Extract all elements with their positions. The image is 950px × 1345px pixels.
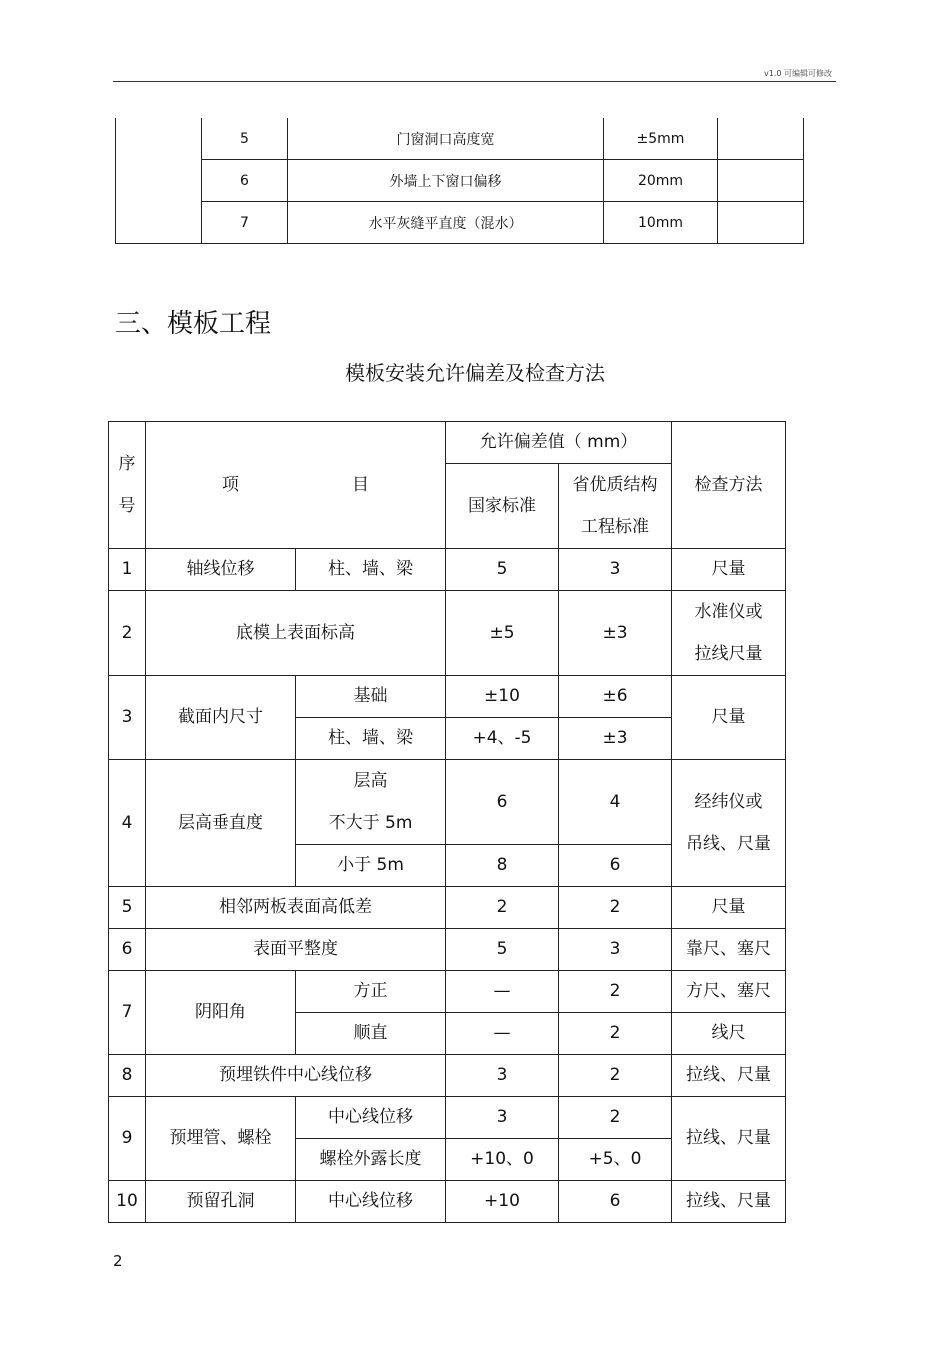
row-provincial: 4 <box>559 760 672 845</box>
table-row <box>109 591 786 676</box>
header-method: 检查方法 <box>672 422 786 549</box>
row-item: 外墙上下窗口偏移 <box>288 160 604 202</box>
row-number: 6 <box>202 160 288 202</box>
row-provincial: 6 <box>559 1181 672 1223</box>
header-tolerance: 允许偏差值（ mm） <box>446 422 672 464</box>
table-row <box>109 929 786 971</box>
header-national: 国家标准 <box>446 464 559 549</box>
row-national: 2 <box>446 887 559 929</box>
table-row <box>109 760 786 845</box>
row-subitem: 顺直 <box>296 1013 446 1055</box>
row-national: — <box>446 1013 559 1055</box>
row-provincial: 2 <box>559 887 672 929</box>
table-row <box>109 1097 786 1139</box>
row-national: 3 <box>446 1097 559 1139</box>
header-seq: 序 号 <box>109 422 146 549</box>
row-item: 阴阳角 <box>146 971 296 1055</box>
row-provincial: ±3 <box>559 718 672 760</box>
row-item: 相邻两板表面高低差 <box>146 887 446 929</box>
row-method: 经纬仪或 吊线、尺量 <box>672 760 786 887</box>
row-number: 5 <box>109 887 146 929</box>
row-method <box>718 160 804 202</box>
row-subitem: 基础 <box>296 676 446 718</box>
row-subitem: 层高 不大于 5m <box>296 760 446 845</box>
row-number: 5 <box>202 118 288 160</box>
table-row <box>109 549 786 591</box>
masonry-tolerance-table-continued <box>115 118 804 244</box>
table-row <box>109 1181 786 1223</box>
row-method: 尺量 <box>672 887 786 929</box>
row-item: 水平灰缝平直度（混水） <box>288 202 604 244</box>
row-national: 8 <box>446 845 559 887</box>
header-divider <box>113 81 836 82</box>
page-number: 2 <box>113 1252 123 1270</box>
section-title: 三、模板工程 <box>115 309 272 339</box>
row-national: 3 <box>446 1055 559 1097</box>
table-row <box>109 887 786 929</box>
row-number: 7 <box>109 971 146 1055</box>
row-national: — <box>446 971 559 1013</box>
row-number: 8 <box>109 1055 146 1097</box>
row-item: 门窗洞口高度宽 <box>288 118 604 160</box>
formwork-tolerance-table <box>108 421 786 1223</box>
row-provincial: 2 <box>559 1013 672 1055</box>
row-method: 拉线、尺量 <box>672 1055 786 1097</box>
row-national: ±10 <box>446 676 559 718</box>
row-method: 线尺 <box>672 1013 786 1055</box>
header-version-text: v1.0 可编辑可修改 <box>764 69 832 78</box>
row-number: 2 <box>109 591 146 676</box>
row-national: 5 <box>446 549 559 591</box>
row-provincial: 6 <box>559 845 672 887</box>
row-number: 7 <box>202 202 288 244</box>
table-row <box>109 971 786 1013</box>
row-subitem: 螺栓外露长度 <box>296 1139 446 1181</box>
row-tolerance: 10mm <box>604 202 718 244</box>
row-national: +4、-5 <box>446 718 559 760</box>
row-item: 预埋铁件中心线位移 <box>146 1055 446 1097</box>
row-number: 9 <box>109 1097 146 1181</box>
row-subitem: 柱、墙、梁 <box>296 718 446 760</box>
row-provincial: 2 <box>559 971 672 1013</box>
row-method: 水准仪或 拉线尺量 <box>672 591 786 676</box>
row-method: 拉线、尺量 <box>672 1181 786 1223</box>
table-row <box>116 118 804 160</box>
row-method <box>718 202 804 244</box>
row-method: 拉线、尺量 <box>672 1097 786 1181</box>
row-provincial: 3 <box>559 929 672 971</box>
row-number: 4 <box>109 760 146 887</box>
row-national: 6 <box>446 760 559 845</box>
header-provincial: 省优质结构 工程标准 <box>559 464 672 549</box>
row-method: 靠尺、塞尺 <box>672 929 786 971</box>
row-subitem: 小于 5m <box>296 845 446 887</box>
row-method: 尺量 <box>672 676 786 760</box>
row-subitem: 柱、墙、梁 <box>296 549 446 591</box>
row-item: 表面平整度 <box>146 929 446 971</box>
row-number: 6 <box>109 929 146 971</box>
row-item: 底模上表面标高 <box>146 591 446 676</box>
row-item: 预埋管、螺栓 <box>146 1097 296 1181</box>
row-item: 轴线位移 <box>146 549 296 591</box>
header-row <box>109 422 786 464</box>
row-subitem: 方正 <box>296 971 446 1013</box>
row-provincial: ±6 <box>559 676 672 718</box>
row-number: 10 <box>109 1181 146 1223</box>
row-provincial: 2 <box>559 1097 672 1139</box>
row-national: ±5 <box>446 591 559 676</box>
table-row <box>109 676 786 718</box>
table-title: 模板安装允许偏差及检查方法 <box>345 361 605 385</box>
row-national: 5 <box>446 929 559 971</box>
table-row <box>116 202 804 244</box>
row-method: 方尺、塞尺 <box>672 971 786 1013</box>
row-national: +10、0 <box>446 1139 559 1181</box>
row-item: 截面内尺寸 <box>146 676 296 760</box>
row-provincial: 2 <box>559 1055 672 1097</box>
row-provincial: 3 <box>559 549 672 591</box>
row-number: 3 <box>109 676 146 760</box>
merged-category-cell <box>116 118 202 244</box>
row-item: 层高垂直度 <box>146 760 296 887</box>
row-number: 1 <box>109 549 146 591</box>
row-provincial: ±3 <box>559 591 672 676</box>
row-subitem: 中心线位移 <box>296 1181 446 1223</box>
row-method: 尺量 <box>672 549 786 591</box>
row-national: +10 <box>446 1181 559 1223</box>
row-tolerance: 20mm <box>604 160 718 202</box>
table-row <box>116 160 804 202</box>
row-provincial: +5、0 <box>559 1139 672 1181</box>
row-tolerance: ±5mm <box>604 118 718 160</box>
row-subitem: 中心线位移 <box>296 1097 446 1139</box>
header-item: 项 目 <box>146 422 446 549</box>
table-row <box>109 1055 786 1097</box>
row-item: 预留孔洞 <box>146 1181 296 1223</box>
row-method <box>718 118 804 160</box>
